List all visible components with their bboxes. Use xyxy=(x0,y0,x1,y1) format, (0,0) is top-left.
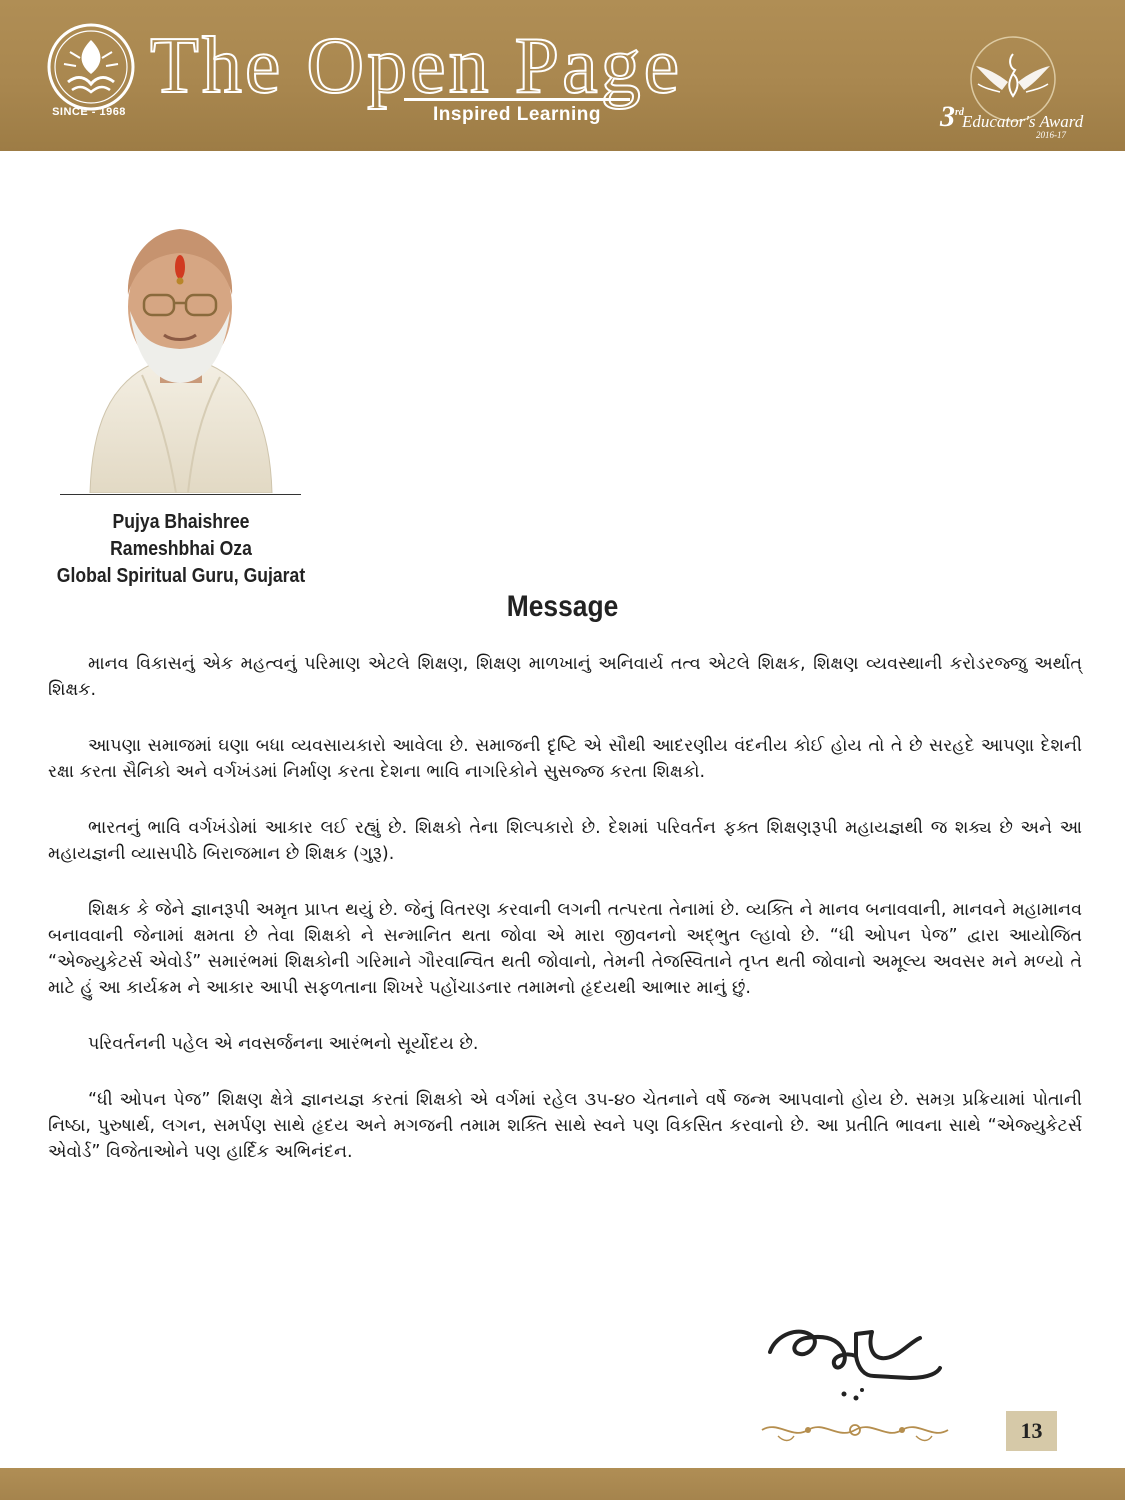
brand-tagline: Inspired Learning xyxy=(404,98,630,129)
profile-name-line1: Pujya Bhaishree xyxy=(112,511,250,533)
portrait-divider xyxy=(60,494,301,495)
message-paragraph: શિક્ષક કે જેને જ્ઞાનરૂપી અમૃત પ્રાપ્ત થયું છે. જેનું વિતરણ કરવાની લગની તત્પરતા તેનામાં છે. વ્યક્તિ ને માનવ બનાવવાની, માનવને મહામાનવ બનાવવાની જેનામાં ક્ષમતા છે તેવા શિક્ષકો ને સન્માનિત થતા જોવા એ મારા જીવનનો અદ્‌ભુત લ્હાવો છે. “ધી ઓપન પેજ” દ્વારા આયોજિત “એજ્યુકેટર્સ એવોર્ડ” સમારંભમાં શિક્ષકોની ગરિમાને ગૌરવાન્વિત થતી જોવાનો, તેમની તેજસ્વિતાને તૃપ્ત થતી જોવાનો અમૂલ્ય અવસર મને મળ્યો તે માટે હું આ કાર્યક્રમ ને આકાર આપી સફળતાના શિખરે પહોંચાડનાર તમામનો હૃદયથી આભાર માનું છું. xyxy=(48,900,1082,998)
award-year: 2016-17 xyxy=(1036,130,1066,140)
emblem-logo-icon xyxy=(46,22,136,112)
award-label: Educator's Award xyxy=(962,112,1084,131)
profile-role: Global Spiritual Guru, Gujarat xyxy=(56,565,306,587)
profile-caption xyxy=(22,509,341,590)
portrait-photo xyxy=(80,215,280,493)
message-paragraph: “ધી ઓપન પેજ” શિક્ષણ ક્ષેત્રે જ્ઞાનયજ્ઞ કરતાં શિક્ષકો એ વર્ગમાં રહેલ ૩૫-૪૦ ચેતનાને વર્ષે જન્મ આપવાનો હોય છે. સમગ્ર પ્રક્રિયામાં પોતાની નિષ્ઠા, પુરુષાર્થ, લગન, સમર્પણ સાથે હૃદય અને મગજની તમામ શક્તિ સાથે સ્વને પણ વિકસિત કરવાનો છે. આ પ્રતીતિ ભાવના સાથે “એજ્યુકેટર્સ એવોર્ડ” વિજેતાઓને પણ હાર્દિક અભિનંદન. xyxy=(48,1090,1082,1162)
message-heading: Message xyxy=(506,590,619,623)
ornament-divider-icon xyxy=(758,1416,952,1444)
message-paragraph: પરિવર્તનની પહેલ એ નવસર્જનના આરંભનો સૂર્યોદય છે. xyxy=(88,1034,479,1054)
footer-band xyxy=(0,1468,1125,1500)
message-body xyxy=(48,651,1082,1195)
profile-name-line2: Rameshbhai Oza xyxy=(110,538,252,560)
page-number: 13 xyxy=(1006,1411,1057,1451)
since-label: SINCE - 1968 xyxy=(52,106,126,118)
message-paragraph: માનવ વિકાસનું એક મહત્વનું પરિમાણ એટલે શિક્ષણ, શિક્ષણ માળખાનું અનિવાર્ય તત્વ એટલે શિક્ષક, શિક્ષણ વ્યવસ્થાની કરોડરજ્જુ અર્થાત્ શિક્ષક. xyxy=(48,654,1082,700)
message-paragraph: આપણા સમાજમાં ઘણા બધા વ્યવસાયકારો આવેલા છે. સમાજની દૃષ્ટિ એ સૌથી આદરણીય વંદનીય કોઈ હોય તો તે છે સરહદે આપણા દેશની રક્ષા કરતા સૈનિકો અને વર્ગખંડમાં નિર્માણ કરતા દેશના ભાવિ નાગરિકોને સુસજ્જ કરતા શિક્ષકો. xyxy=(48,736,1082,782)
header-band xyxy=(0,0,1125,151)
signature-icon xyxy=(760,1312,950,1404)
message-paragraph: ભારતનું ભાવિ વર્ગખંડોમાં આકાર લઈ રહ્યું છે. શિક્ષકો તેના શિલ્પકારો છે. દેશમાં પરિવર્તન ફક્ત શિક્ષણરૂપી મહાયજ્ઞથી જ શક્ય છે અને આ મહાયજ્ઞની વ્યાસપીઠે બિરાજમાન છે શિક્ષક (ગુરૂ). xyxy=(48,818,1082,864)
brand-title: The Open Page xyxy=(150,22,683,110)
swan-award-icon xyxy=(958,34,1068,124)
award-number: 3rd xyxy=(940,100,964,133)
